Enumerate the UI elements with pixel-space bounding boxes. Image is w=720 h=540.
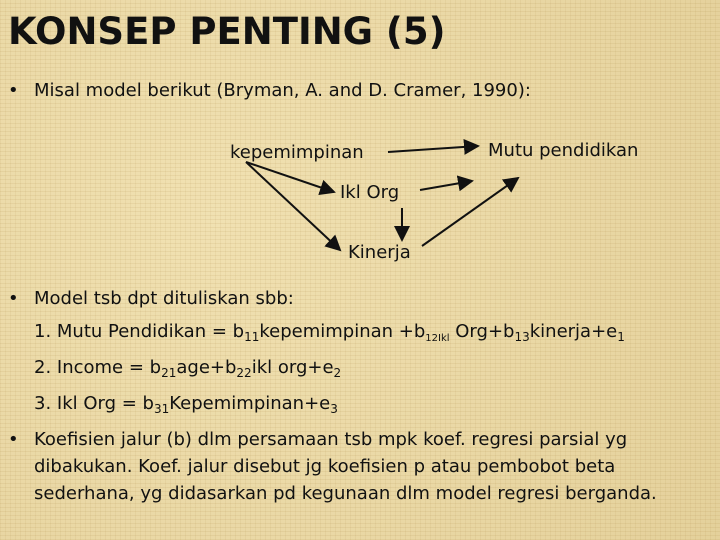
eq2-sub-1: 21 — [161, 366, 177, 380]
eq1-term-2: Org+b — [449, 321, 515, 342]
eq1-sub-2: 12Ikl — [425, 333, 450, 344]
equation-1 — [34, 321, 625, 344]
eq1-sub-1: 11 — [244, 330, 260, 344]
eq2-sub-3: 2 — [333, 366, 342, 380]
arrow-ikl-to-mutu — [420, 181, 472, 190]
equation-3 — [34, 393, 338, 416]
bullet-icon: • — [8, 429, 19, 450]
eq3-lhs: 3. Ikl Org = b — [34, 393, 154, 414]
bullet-icon: • — [8, 80, 19, 101]
node-kinerja: Kinerja — [348, 242, 411, 263]
model-bullet — [8, 288, 294, 309]
equation-2 — [34, 357, 341, 380]
eq2-term-2: ikl org+e — [251, 357, 334, 378]
eq1-sub-3: 13 — [514, 330, 530, 344]
arrow-kepemimpinan-to-kinerja — [246, 162, 340, 250]
eq3-sub-2: 3 — [330, 402, 338, 416]
eq1-lhs: 1. Mutu Pendidikan = b — [34, 321, 245, 342]
eq1-term-1: kepemimpinan +b — [259, 321, 426, 342]
eq3-term-1: Kepemimpinan+e — [169, 393, 331, 414]
arrow-kepemimpinan-to-mutu — [388, 146, 478, 152]
eq3-sub-1: 31 — [153, 402, 170, 416]
model-heading: Model tsb dpt dituliskan sbb: — [34, 288, 294, 309]
arrow-kinerja-to-mutu — [422, 178, 518, 246]
eq1-sub-4: 1 — [617, 330, 625, 344]
slide-title: KONSEP PENTING (5) — [8, 10, 446, 53]
eq1-term-3: kinerja+e — [529, 321, 618, 342]
eq2-sub-2: 22 — [236, 366, 252, 380]
coefficient-text: Koefisien jalur (b) dlm persamaan tsb mpk koef. regresi parsial yg dibakukan. Koef. jalur disebut jg koefisien p atau pembobot beta sederhana, yg didasarkan pd kegunaan dlm model regresi berganda. — [34, 429, 657, 504]
eq2-term-1: age+b — [176, 357, 237, 378]
node-mutu-pendidikan: Mutu pendidikan — [488, 140, 639, 161]
node-kepemimpinan: kepemimpinan — [230, 142, 364, 163]
arrow-kepemimpinan-to-ikl — [246, 162, 334, 192]
intro-text: Misal model berikut (Bryman, A. and D. Cramer, 1990): — [34, 80, 531, 101]
node-ikl-org: Ikl Org — [340, 182, 400, 203]
bullet-icon: • — [8, 288, 19, 309]
coefficient-bullet — [8, 426, 708, 507]
eq2-lhs: 2. Income = b — [34, 357, 162, 378]
